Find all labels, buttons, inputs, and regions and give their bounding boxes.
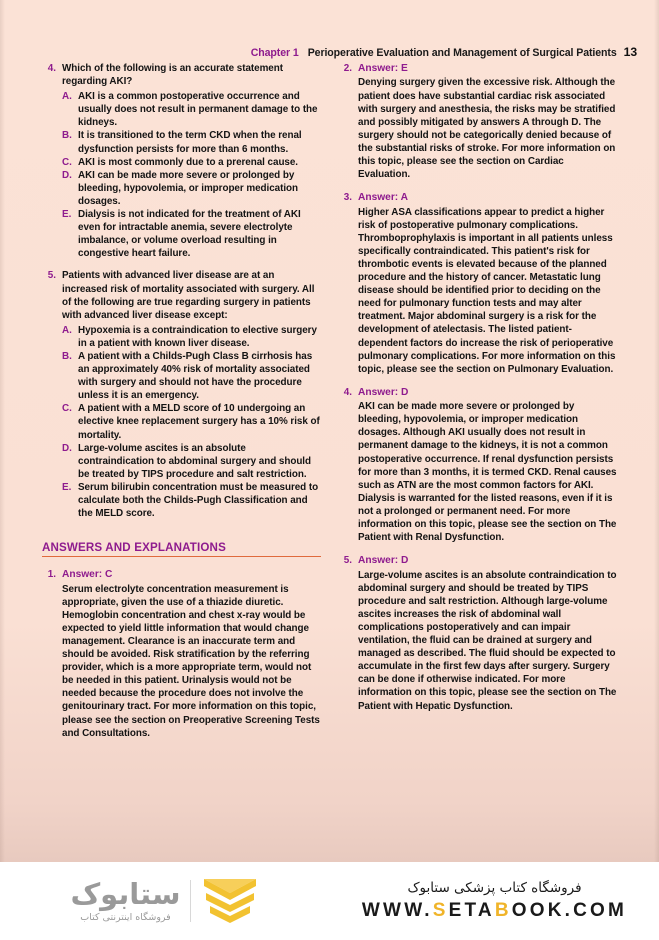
option-text: It is transitioned to the term CKD when the renal dysfunction persists for more than 6 months. (78, 130, 302, 155)
url-eta: ETA (448, 900, 495, 921)
answer-label: Answer: D (358, 555, 409, 567)
brand-tagline-fa: فروشگاه کتاب پزشکی ستابوک (407, 880, 582, 896)
setabook-url-block[interactable] (330, 862, 659, 940)
url-prefix: WWW. (361, 900, 433, 921)
footer-branding (0, 862, 659, 940)
answer-block (338, 386, 617, 544)
option-letter: D. (62, 442, 72, 454)
two-column-body (0, 62, 659, 832)
question-spacer (42, 260, 321, 269)
column-right (338, 62, 617, 723)
option-text: AKI is a common postoperative occurrence and usually does not result in permanent damage to the kidneys. (78, 91, 318, 129)
chevron-logo-icon (200, 877, 260, 925)
question-stem-row (42, 269, 321, 321)
url-suffix: OOK.COM (511, 900, 628, 921)
option-row (62, 481, 321, 520)
answer-number: 4. (343, 386, 352, 398)
option-text: AKI can be made more severe or prolonged by bleeding, hypovolemia, or improper medication dosages. (78, 169, 298, 207)
option-letter: D. (62, 169, 72, 181)
answer-number: 1. (47, 569, 56, 581)
question-block (42, 269, 321, 520)
option-letter: E. (62, 209, 72, 221)
answer-body: Denying surgery given the excessive risk. Although the patient does have substantial cardiac risk associated with surgery and anesthesia, the risks may be stratified and possibly mitigated by answers A through D. The surgery should not be categorically denied because of the substantial risks of stroke. For more information on this topic, please see the section on Cardiac Evaluation. (358, 77, 616, 181)
question-number: 5. (47, 270, 56, 282)
running-head-title: Perioperative Evaluation and Management of Surgical Patients (307, 47, 617, 59)
answer-block (338, 62, 617, 181)
answer-label: Answer: E (358, 63, 408, 74)
option-letter: E. (62, 481, 72, 493)
option-letter: C. (62, 403, 72, 415)
running-head (0, 45, 659, 59)
logo-wrap (70, 877, 259, 925)
option-letter: B. (62, 350, 72, 362)
answer-head (338, 386, 617, 399)
option-row (62, 324, 321, 350)
answer-head (42, 568, 321, 581)
option-text: AKI is most commonly due to a prerenal cause. (78, 156, 299, 168)
option-row (62, 208, 321, 260)
question-block (42, 62, 321, 260)
answer-number: 2. (343, 63, 352, 74)
logo-subtitle-fa: فروشگاه اینترنتی کتاب (80, 911, 171, 923)
option-text: Dialysis is not indicated for the treatment of AKI even for intractable anemia, severe electrolyte imbalance, or volume overload resulting in congestive heart failure. (78, 209, 301, 260)
option-row (62, 350, 321, 402)
question-stem: Patients with advanced liver disease are at an increased risk of mortality associated with surgery. All of the following are true regarding surgery in patients with advanced liver disease except: (62, 270, 315, 321)
answer-body: Large-volume ascites is an absolute contraindication to abdominal surgery and should be treated by TIPS procedure and salt restriction. Although large-volume ascites increases the risk of abdominal wall complications postoperatively and can impair ventilation, the fluid can be drained at surgery and managed as described. The fluid should be expected to accumulate in the first few days after surgery. Surgery can be done if otherwise indicated. For more information on this topic, please see the section on The Patient with Hepatic Dysfunction. (358, 569, 617, 712)
option-row (62, 169, 321, 208)
answer-head (338, 62, 617, 75)
option-list (62, 90, 321, 260)
option-letter: A. (62, 324, 72, 336)
option-row (62, 129, 321, 155)
url-letter-b: B (494, 900, 512, 921)
option-letter: A. (62, 91, 72, 103)
option-row (62, 156, 321, 169)
option-row (62, 442, 321, 481)
option-text: A patient with a Childs-Pugh Class B cirrhosis has an approximately 40% risk of mortality associated with surgery and should not have the procedure unless it is an emergency. (78, 350, 313, 402)
option-letter: B. (62, 130, 72, 142)
option-row (62, 402, 321, 441)
brand-url[interactable] (362, 900, 627, 922)
page-number: 13 (623, 45, 637, 59)
option-list (62, 324, 321, 520)
answer-head (338, 191, 617, 204)
question-stem: Which of the following is an accurate statement regarding AKI? (62, 63, 283, 88)
answer-body: Higher ASA classifications appear to predict a higher risk of postoperative pulmonary complications. Thromboprophylaxis is important in all patients unless specifically contraindicated. This patient's risk for thrombotic events is elevated because of the planned procedure and the history of cancer. Metastatic lung disease should be identified prior to deciding on the need for pulmonary function tests and may alter treatment. Major abdominal surgery is a risk for the development of atelectasis. The listed patient-dependent factors do increase the risk of perioperative pulmonary complications. For more information on this topic, please see the section on Pulmonary Evaluation. (358, 206, 616, 375)
logo-divider (190, 880, 191, 922)
answer-label: Answer: C (62, 569, 113, 581)
answers-section-heading: ANSWERS AND EXPLANATIONS (42, 541, 321, 557)
answer-block (338, 191, 617, 376)
answer-number: 5. (343, 555, 352, 567)
answer-label: Answer: D (358, 386, 409, 398)
option-text: Serum bilirubin concentration must be measured to calculate both the Childs-Pugh Classification and the MELD score. (78, 481, 319, 520)
logo-wordmark (70, 876, 181, 923)
answer-body: Serum electrolyte concentration measurement is appropriate, given the use of a thiazide diuretic. Hemoglobin concentration and chest x-ray would be expected to yield little information that would change management. Clearance is an inaccurate term and should be avoided. Risk stratification by the referring provider, which is a more appropriate term, would not be needed in this patient. Urinalysis would not be needed because the procedure does not involve the genitourinary tract. For more information on this topic, please see the section on Preoperative Screening Tests and Consultations. (62, 583, 320, 739)
answer-body: AKI can be made more severe or prolonged by bleeding, hypovolemia, or improper medication dosages. Although AKI usually does not result in permanent damage to the kidneys, it is not a common postoperative occurrence. If renal dysfunction persists for more than 3 months, it is termed CKD. Renal causes such as ATN are the most common factors for AKI. Dialysis is warranted for the listed reasons, even if it is not a prolonged or permanent need. For more information on this topic, please see the section on The Patient with Renal Dysfunction. (358, 401, 617, 544)
answer-label: Answer: A (358, 192, 409, 204)
option-text: Hypoxemia is a contraindication to elective surgery in a patient with known liver disease. (78, 324, 317, 349)
url-letter-s: S (432, 900, 449, 921)
running-head-chapter: Chapter 1 (250, 47, 299, 59)
question-number: 4. (47, 63, 56, 74)
option-letter: C. (62, 156, 72, 168)
question-stem-row (42, 62, 321, 88)
logo-text-fa: ستابوک (70, 876, 181, 911)
answer-number: 3. (343, 192, 352, 204)
option-text: Large-volume ascites is an absolute contraindication to abdominal surgery and should be treated by TIPS procedure and salt restriction. (78, 442, 311, 480)
option-text: A patient with a MELD score of 10 undergoing an elective knee replacement surgery has a 10% risk of mortality. (78, 403, 320, 441)
answer-block (338, 554, 617, 712)
answer-block (42, 568, 321, 740)
answer-head (338, 554, 617, 567)
option-row (62, 90, 321, 129)
setabook-logo[interactable] (0, 862, 330, 940)
column-left (42, 62, 321, 750)
